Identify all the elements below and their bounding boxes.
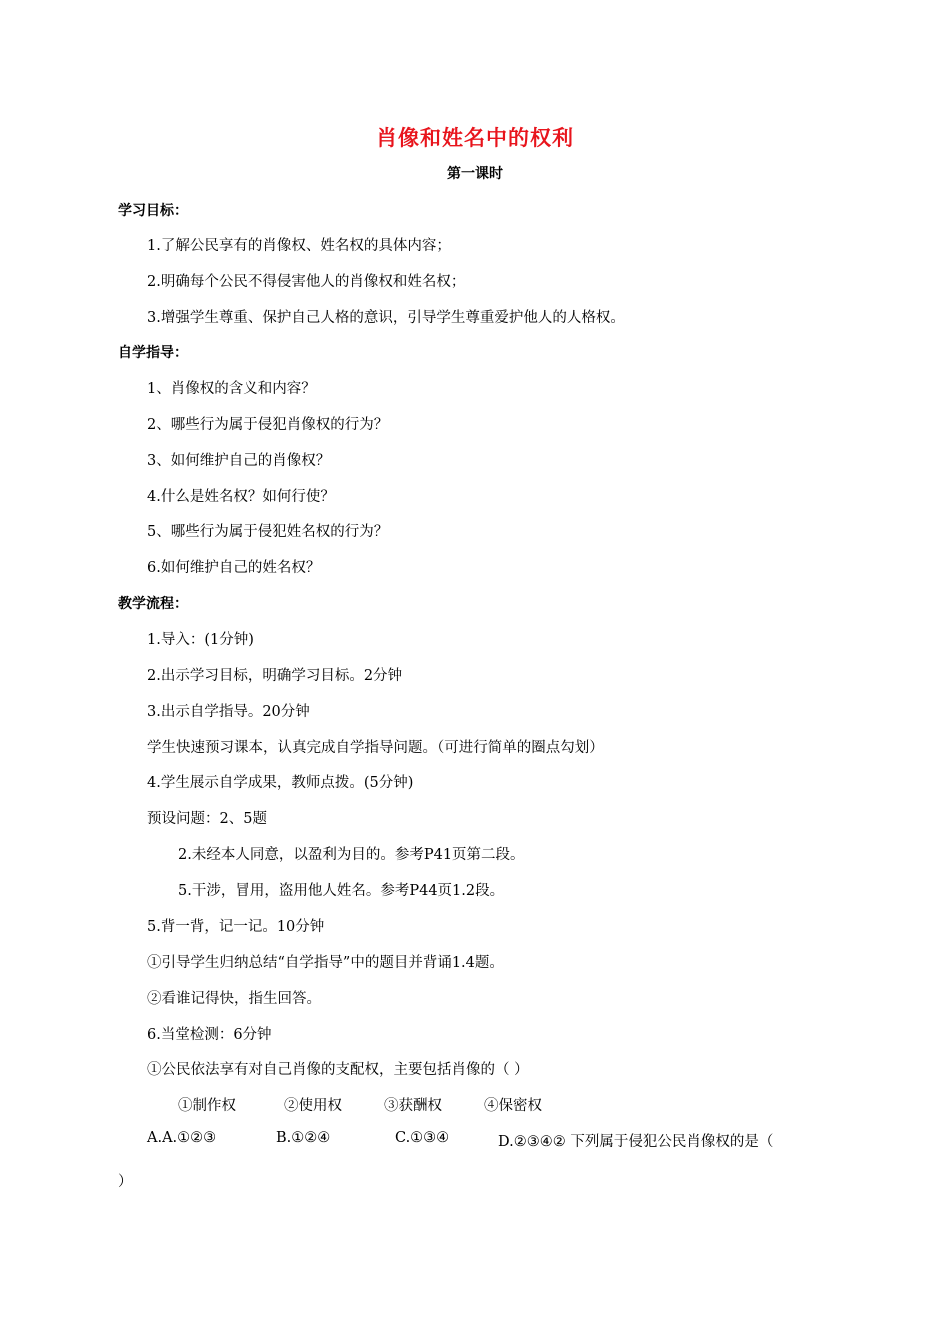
process-step: 5.背一背，记一记。10分钟 [147,919,325,935]
preset-answer: 2.未经本人同意，以盈利为目的。参考P41页第二段。 [178,847,525,863]
process-step: 2.出示学习目标，明确学习目标。2分钟 [147,668,403,684]
self-study-item: 4.什么是姓名权？如何行使？ [147,489,335,505]
quiz-choice: C.①③④ [395,1130,450,1146]
goal-item: 1.了解公民享有的肖像权、姓名权的具体内容； [147,238,451,254]
goal-item: 3.增强学生尊重、保护自己人格的意识，引导学生尊重爱护他人的人格权。 [147,310,625,326]
process-step: 1.导入：(1分钟) [147,632,254,648]
process-step: ①引导学生归纳总结“自学指导”中的题目并背诵1.4题。 [147,955,504,971]
process-step: 3.出示自学指导。20分钟 [147,704,310,720]
quiz-right-option: ③获酬权 [384,1098,442,1114]
process-step: 预设问题：2、5题 [147,811,267,827]
quiz-question: ①公民依法享有对自己肖像的支配权，主要包括肖像的（ ） [147,1062,529,1078]
process-step: ②看谁记得快，指生回答。 [147,991,321,1007]
self-study-item: 2、哪些行为属于侵犯肖像权的行为？ [147,417,389,433]
section-heading-learning-goals: 学习目标： [118,203,188,219]
quiz-tail: ） [118,1174,133,1190]
quiz-right-option: ②使用权 [284,1098,342,1114]
section-heading-teaching-process: 教学流程： [118,596,188,612]
self-study-item: 6.如何维护自己的姓名权？ [147,560,321,576]
document-subtitle: 第一课时 [447,166,503,182]
process-step: 6.当堂检测：6分钟 [147,1027,272,1043]
self-study-item: 3、如何维护自己的肖像权？ [147,453,331,469]
quiz-choice: D.②③④② 下列属于侵犯公民肖像权的是（ [498,1134,774,1150]
process-step: 4.学生展示自学成果，教师点拨。(5分钟) [147,775,414,791]
quiz-right-option: ①制作权 [178,1098,236,1114]
self-study-item: 1、肖像权的含义和内容？ [147,381,316,397]
section-heading-self-study: 自学指导： [118,345,188,361]
preset-answer: 5.干涉，冒用，盗用他人姓名。参考P44页1.2段。 [178,883,505,899]
document-title: 肖像和姓名中的权利 [376,126,574,150]
process-step: 学生快速预习课本，认真完成自学指导问题。（可进行简单的圈点勾划） [147,740,604,756]
quiz-choice: A.A.①②③ [147,1130,217,1146]
quiz-right-option: ④保密权 [484,1098,542,1114]
self-study-item: 5、哪些行为属于侵犯姓名权的行为？ [147,524,389,540]
goal-item: 2.明确每个公民不得侵害他人的肖像权和姓名权； [147,274,466,290]
quiz-choice: B.①②④ [276,1130,331,1146]
